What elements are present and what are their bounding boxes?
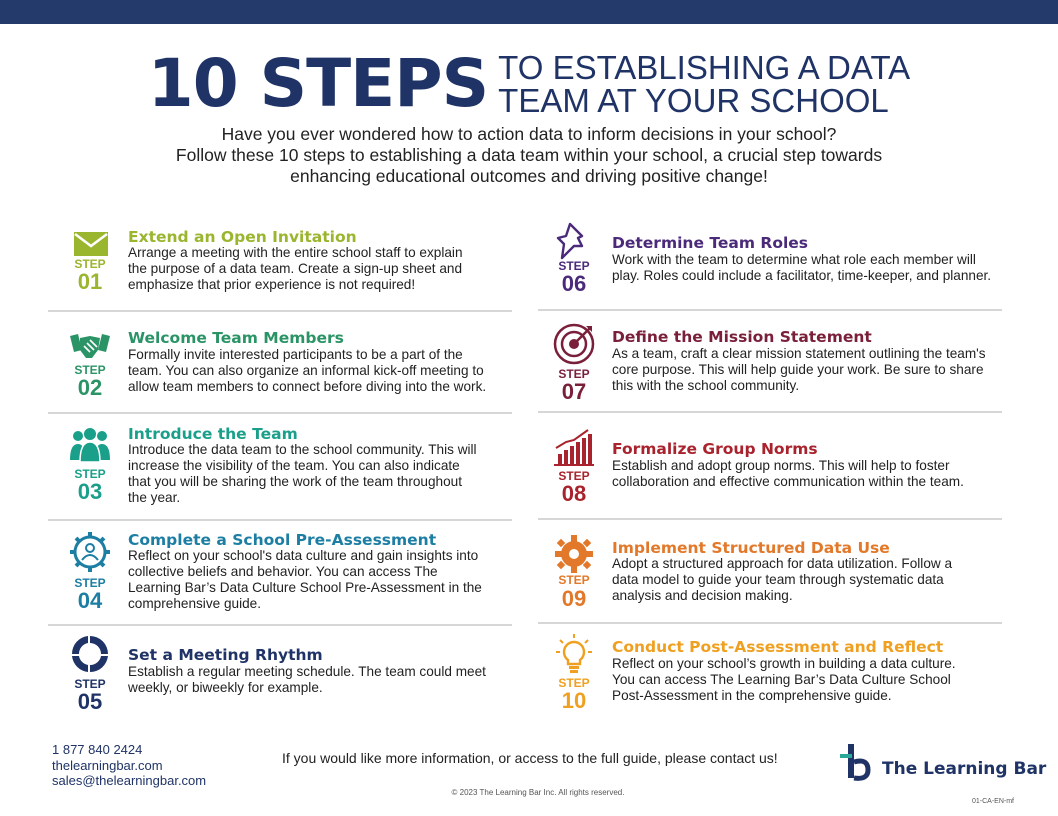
desc-line: As a team, craft a clear mission statement outlining the team's [612,346,986,361]
desc-line: Formally invite interested participants to be a part of the [128,347,463,362]
divider [538,309,1002,311]
desc-line: Introduce the data team to the school community. This will [128,442,477,457]
desc-line: weekly, or biweekly for example. [128,680,323,695]
desc-line: Reflect on your school’s growth in building a data culture. [612,656,956,671]
step-word: STEP [558,676,590,690]
intro-text [0,124,1058,187]
divider [48,412,512,414]
step-title: Set a Meeting Rhythm [128,646,323,664]
email-link[interactable]: sales@thelearningbar.com [52,773,207,788]
top-banner [0,0,1058,24]
page-title [0,44,1058,124]
pushpin-icon [552,222,596,262]
title-line-2: TEAM AT YOUR SCHOOL [498,82,889,119]
step-number: 04 [77,588,103,613]
step-title: Welcome Team Members [128,329,344,347]
step-number: 03 [77,479,103,504]
document-id: 01-CA-EN-mf [971,798,1014,805]
step-description [128,245,463,293]
step-07 [544,322,1014,418]
divider [538,622,1002,624]
step-title: Define the Mission Statement [612,328,872,346]
step-description [128,442,477,506]
cycle-arrows-icon [68,634,112,674]
learning-bar-logo [838,744,1047,784]
step-title: Conduct Post-Assessment and Reflect [612,638,944,656]
intro-line-2: Follow these 10 steps to establishing a data team within your school, a crucial step towards [175,145,883,165]
title-subtitle [498,51,910,117]
step-description [612,252,991,284]
growth-chart-icon [552,428,596,468]
divider [48,310,512,312]
step-word: STEP [74,257,106,271]
title-big: 10 STEPS [147,45,489,122]
desc-line: Establish and adopt group norms. This will help to foster [612,458,950,473]
step-description [128,664,486,696]
step-number: 09 [561,586,587,611]
step-number: 06 [561,271,587,296]
desc-line: allow team members to connect before diving into the work. [128,379,487,394]
gear-icon [552,534,596,574]
step-09 [544,534,1014,630]
desc-line: collective beliefs and behavior. You can access The [128,564,438,579]
step-title: Introduce the Team [128,425,298,443]
step-number: 01 [77,269,103,294]
desc-line: Reflect on your school's data culture and gain insights into [128,548,479,563]
copyright: © 2023 The Learning Bar Inc. All rights reserved. [451,788,625,797]
step-04 [60,530,520,626]
desc-line: emphasize that prior experience is not required! [128,277,416,292]
step-08 [544,428,1014,524]
desc-line: analysis and decision making. [612,588,793,603]
step-03 [60,424,520,520]
gear-person-icon [68,530,112,574]
step-number: 02 [77,375,103,400]
step-word: STEP [74,576,106,590]
desc-line: that you will be sharing the work of the team throughout [128,474,462,489]
step-description [612,458,964,490]
desc-line: core purpose. This will help guide your work. Be sure to share [612,362,984,377]
desc-line: increase the visibility of the team. You can also indicate [128,458,460,473]
desc-line: the purpose of a data team. Create a sign-up sheet and [128,261,463,276]
website-link[interactable]: thelearningbar.com [52,757,163,773]
step-description [128,548,482,612]
divider [48,624,512,626]
desc-line: You can access The Learning Bar’s Data Culture School [612,672,951,687]
step-description [612,656,956,704]
desc-line: data model to guide your team through systematic data [612,572,944,587]
step-number: 07 [561,379,587,404]
step-description [612,346,986,394]
phone-number[interactable]: 1 877 840 2424 [52,742,143,757]
step-title: Complete a School Pre-Assessment [128,531,437,549]
desc-line: Establish a regular meeting schedule. The team could meet [128,664,486,679]
step-number: 10 [561,688,587,713]
step-word: STEP [558,573,590,587]
step-05 [60,634,520,730]
target-icon [552,322,596,366]
desc-line: Post-Assessment in the comprehensive guide. [612,688,892,703]
desc-line: the year. [128,490,181,505]
step-number: 08 [561,481,587,506]
step-01 [60,226,520,322]
desc-line: Arrange a meeting with the entire school staff to explain [128,245,463,260]
desc-line: play. Roles could include a facilitator, time-keeper, and planner. [612,268,992,283]
intro-line-3: enhancing educational outcomes and driving positive change! [290,166,768,186]
handshake-icon [68,328,112,368]
step-02 [60,328,520,424]
contact-message: If you would like more information, or access to the full guide, please contact us! [282,750,778,766]
step-number: 05 [77,689,103,714]
step-title: Formalize Group Norms [612,440,818,458]
desc-line: this with the school community. [612,378,800,393]
divider [48,519,512,521]
intro-line-1: Have you ever wondered how to action data to inform decisions in your school? [221,124,837,144]
step-word: STEP [74,467,106,481]
team-icon [68,424,112,464]
divider [538,518,1002,520]
logo-text: The Learning Bar [882,759,1047,779]
step-10 [544,634,1014,730]
step-title: Determine Team Roles [612,234,809,252]
step-description [612,556,952,604]
desc-line: team. You can also organize an informal kick-off meeting to [128,363,484,378]
title-line-1: TO ESTABLISHING A DATA [498,49,911,86]
divider [538,411,1002,413]
step-word: STEP [74,677,106,691]
desc-line: collaboration and effective communication within the team. [612,474,964,489]
step-description [128,347,486,395]
step-title: Implement Structured Data Use [612,539,890,557]
desc-line: Learning Bar’s Data Culture School Pre-Assessment in the [128,580,482,595]
desc-line: comprehensive guide. [128,596,261,611]
step-title: Extend an Open Invitation [128,228,357,246]
step-word: STEP [558,259,590,273]
step-word: STEP [558,367,590,381]
contact-info [52,742,206,789]
desc-line: Adopt a structured approach for data utilization. Follow a [612,556,953,571]
step-word: STEP [558,469,590,483]
step-word: STEP [74,363,106,377]
logo-mark-icon [838,744,878,784]
desc-line: Work with the team to determine what role each member will [612,252,976,267]
step-06 [544,222,1014,318]
lightbulb-icon [552,634,596,674]
